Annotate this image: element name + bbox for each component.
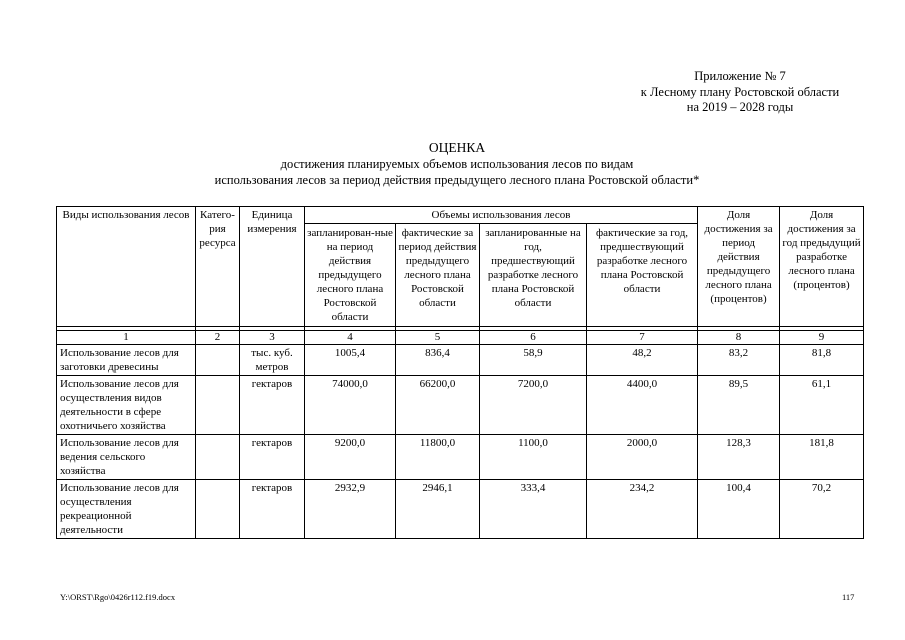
title-line-3: использования лесов за период действия предыдущего лесного плана Ростовской области* bbox=[214, 173, 700, 187]
cell-use-type: Использование лесов для осуществления видов деятельности в сфере охотничьего хозяйства bbox=[57, 376, 196, 435]
cell-planned-period: 2932,9 bbox=[305, 480, 396, 539]
cell-category bbox=[196, 480, 240, 539]
cell-planned-year: 1100,0 bbox=[480, 435, 587, 480]
table-header bbox=[57, 207, 864, 327]
cell-planned-period: 1005,4 bbox=[305, 345, 396, 376]
header-unit: Единица измерения bbox=[240, 207, 305, 327]
cell-use-type: Использование лесов для заготовки древесины bbox=[57, 345, 196, 376]
cell-actual-year: 4400,0 bbox=[587, 376, 698, 435]
cell-category bbox=[196, 435, 240, 480]
column-number: 5 bbox=[396, 331, 480, 345]
cell-share-year: 181,8 bbox=[780, 435, 864, 480]
table-body bbox=[57, 327, 864, 539]
cell-category bbox=[196, 376, 240, 435]
cell-share-period: 89,5 bbox=[698, 376, 780, 435]
cell-use-type: Использование лесов для осуществления рекреационной деятельности bbox=[57, 480, 196, 539]
column-number: 2 bbox=[196, 331, 240, 345]
table-row bbox=[57, 345, 864, 376]
cell-share-year: 70,2 bbox=[780, 480, 864, 539]
cell-actual-year: 48,2 bbox=[587, 345, 698, 376]
cell-share-year: 61,1 bbox=[780, 376, 864, 435]
cell-actual-year: 234,2 bbox=[587, 480, 698, 539]
table-row bbox=[57, 435, 864, 480]
cell-actual-period: 66200,0 bbox=[396, 376, 480, 435]
cell-planned-year: 7200,0 bbox=[480, 376, 587, 435]
column-number: 4 bbox=[305, 331, 396, 345]
header-category: Катего-рия ресурса bbox=[196, 207, 240, 327]
column-number: 6 bbox=[480, 331, 587, 345]
cell-share-period: 83,2 bbox=[698, 345, 780, 376]
document-title bbox=[100, 140, 814, 188]
appendix-period: на 2019 – 2028 годы bbox=[686, 100, 794, 114]
cell-actual-period: 836,4 bbox=[396, 345, 480, 376]
table-row bbox=[57, 480, 864, 539]
cell-unit: гектаров bbox=[240, 480, 305, 539]
header-planned-year: запланированные на год, предшествующий разработке лесного плана Ростовской области bbox=[480, 224, 587, 327]
column-number-row bbox=[57, 331, 864, 345]
header-volumes-group: Объемы использования лесов bbox=[305, 207, 698, 224]
footer-page-number: 117 bbox=[842, 592, 855, 602]
header-planned-period: запланирован-ные на период действия предыдущего лесного плана Ростовской области bbox=[305, 224, 396, 327]
column-number: 1 bbox=[57, 331, 196, 345]
column-number: 9 bbox=[780, 331, 864, 345]
title-line-2: достижения планируемых объемов использования лесов по видам bbox=[280, 157, 634, 171]
cell-actual-period: 2946,1 bbox=[396, 480, 480, 539]
header-type: Виды использования лесов bbox=[57, 207, 196, 327]
appendix-number: Приложение № 7 bbox=[694, 69, 786, 83]
cell-unit: тыс. куб. метров bbox=[240, 345, 305, 376]
cell-share-period: 128,3 bbox=[698, 435, 780, 480]
cell-actual-year: 2000,0 bbox=[587, 435, 698, 480]
table-row bbox=[57, 376, 864, 435]
cell-planned-period: 74000,0 bbox=[305, 376, 396, 435]
cell-actual-period: 11800,0 bbox=[396, 435, 480, 480]
cell-planned-year: 333,4 bbox=[480, 480, 587, 539]
header-share-period: Доля достижения за период действия предыдущего лесного плана (процентов) bbox=[698, 207, 780, 327]
appendix-plan-name: к Лесному плану Ростовской области bbox=[640, 84, 840, 99]
cell-unit: гектаров bbox=[240, 435, 305, 480]
assessment-table bbox=[56, 206, 864, 539]
column-number: 3 bbox=[240, 331, 305, 345]
cell-share-period: 100,4 bbox=[698, 480, 780, 539]
header-actual-period: фактические за период действия предыдущего лесного плана Ростовской области bbox=[396, 224, 480, 327]
title-main: ОЦЕНКА bbox=[428, 140, 486, 155]
cell-unit: гектаров bbox=[240, 376, 305, 435]
footer-file-path: Y:\ORST\Rgo\0426r112.f19.docx bbox=[60, 592, 176, 602]
cell-planned-year: 58,9 bbox=[480, 345, 587, 376]
header-share-year: Доля достижения за год предыдущий разработке лесного плана (процентов) bbox=[780, 207, 864, 327]
cell-share-year: 81,8 bbox=[780, 345, 864, 376]
column-number: 7 bbox=[587, 331, 698, 345]
cell-planned-period: 9200,0 bbox=[305, 435, 396, 480]
column-number: 8 bbox=[698, 331, 780, 345]
cell-use-type: Использование лесов для ведения сельского хозяйства bbox=[57, 435, 196, 480]
cell-category bbox=[196, 345, 240, 376]
appendix-header bbox=[560, 69, 905, 116]
header-actual-year: фактические за год, предшествующий разработке лесного плана Ростовской области bbox=[587, 224, 698, 327]
